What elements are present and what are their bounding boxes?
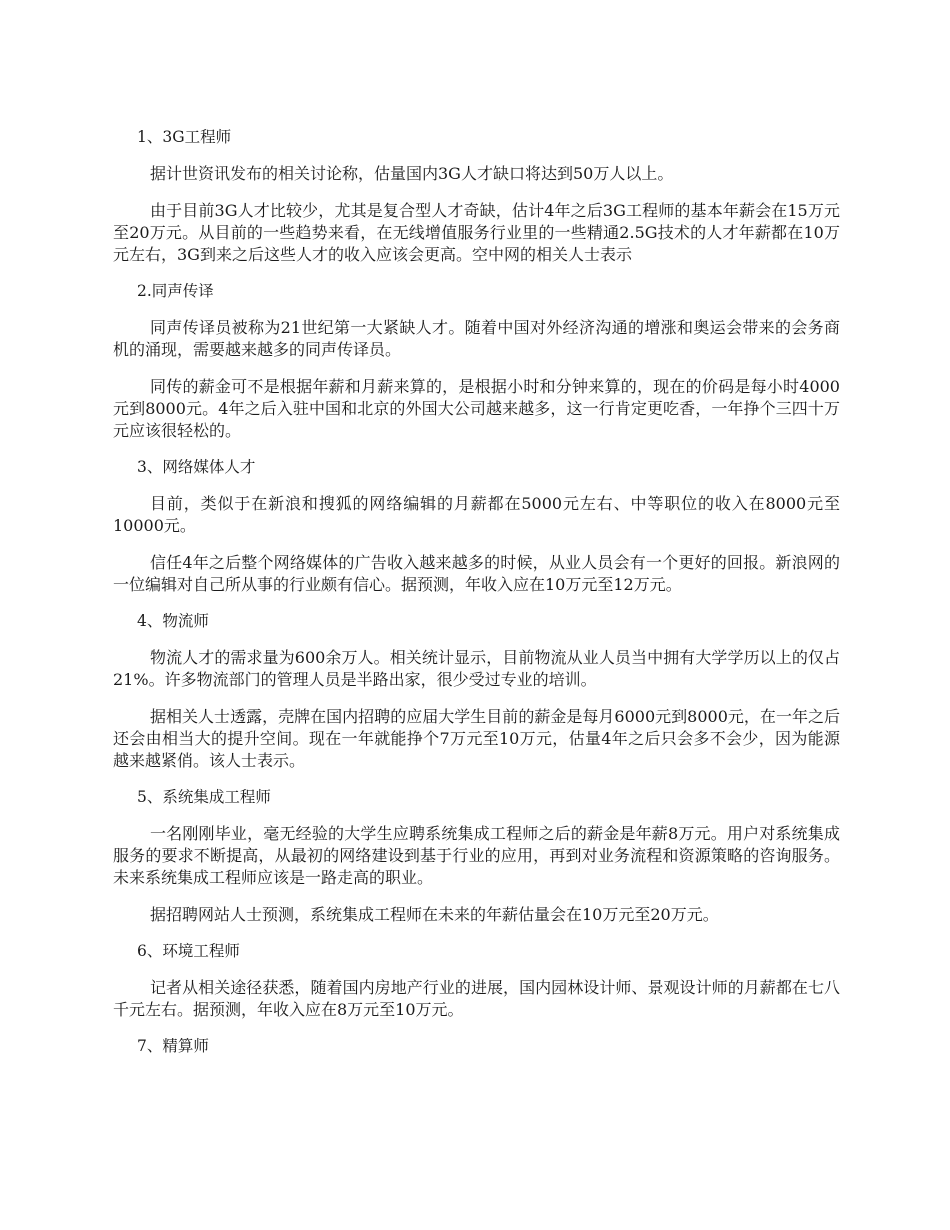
paragraph: 据相关人士透露，売牌在国内招聘的应届大学生目前的薪金是每月6000元到8000元，在一年之后还会由相当大的提升空间。现在一年就能挣个7万元至10万元，估量4年之后只会多不会少，因为能源越来越紧俏。该人士表示。 [113,707,840,770]
section-heading-3g-engineer: 1、3G工程师 [137,128,232,146]
paragraph: 据计世资讯发布的相关讨论称，估量国内3G人才缺口将达到50万人以上。 [150,164,674,183]
section-heading-system-integration: 5、系统集成工程师 [137,788,271,806]
paragraph: 同传的薪金可不是根据年薪和月薪来算的，是根据小时和分钟来算的，现在的价码是每小时4000元到8000元。4年之后入驻中国和北京的外国大公司越来越多，这一行肯定更吃香，一年挣个三四十万元应该很轻松的。 [113,377,840,440]
section-heading-web-media: 3、网络媒体人才 [137,458,256,476]
section-heading-actuary: 7、精算师 [137,1037,209,1055]
section-heading-logistics: 4、物流师 [137,612,209,630]
paragraph: 一名刚刚毕业，毫无经验的大学生应聘系统集成工程师之后的薪金是年薪8万元。用户对系统集成服务的要求不断提高，从最初的网络建设到基于行业的应用，再到对业务流程和资源策略的咨询服务。未来系统集成工程师应该是一路走高的职业。 [113,824,840,887]
paragraph: 据招聘网站人士预测，系统集成工程师在未来的年薪估量会在10万元至20万元。 [150,905,719,924]
section-heading-interpreter: 2.同声传译 [137,282,214,300]
paragraph: 物流人才的需求量为600余万人。相关统计显示，目前物流从业人员当中拥有大学学历以上的仅占21%。许多物流部门的管理人员是半路出家，很少受过专业的培训。 [113,648,840,689]
paragraph: 目前，类似于在新浪和搜狐的网络编辑的月薪都在5000元左右、中等职位的收入在8000元至10000元。 [113,494,840,535]
paragraph: 同声传译员被称为21世纪第一大紧缺人才。随着中国对外经济沟通的增涨和奥运会带来的会务商机的涌现，需要越来越多的同声传译员。 [113,318,840,359]
document-page [113,127,840,1072]
paragraph: 由于目前3G人才比较少，尤其是复合型人才奇缺，估计4年之后3G工程师的基本年薪会在15万元至20万元。从目前的一些趋势来看，在无线增值服务行业里的一些精通2.5G技术的人才年薪都在10万元左右，3G到来之后这些人才的收入应该会更高。空中网的相关人士表示 [113,201,840,264]
paragraph: 信任4年之后整个网络媒体的广告收入越来越多的时候，从业人员会有一个更好的回报。新浪网的一位编辑对自己所从事的行业颇有信心。据预测，年收入应在10万元至12万元。 [113,553,840,594]
section-heading-environment: 6、环境工程师 [137,942,240,960]
paragraph: 记者从相关途径获悉，随着国内房地产行业的进展，国内园林设计师、景观设计师的月薪都在七八千元左右。据预测，年收入应在8万元至10万元。 [113,978,840,1019]
